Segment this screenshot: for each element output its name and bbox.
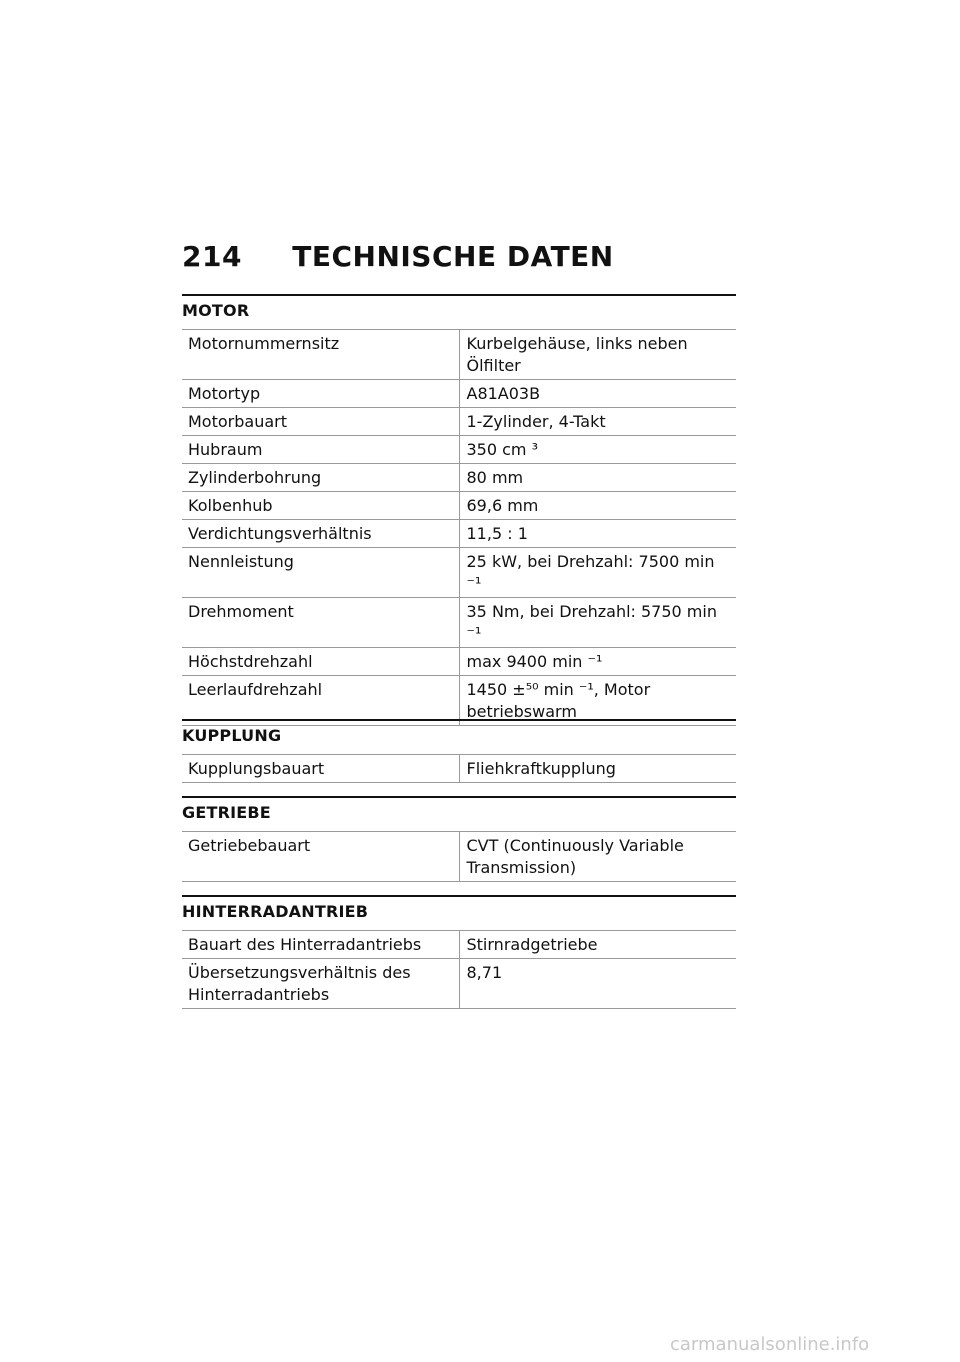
- table-row: [182, 959, 736, 1009]
- spec-value: Kurbelgehäuse, links neben Ölfilter: [459, 330, 736, 380]
- spec-label: Leerlaufdrehzahl: [188, 680, 323, 699]
- spec-label: Übersetzungsverhältnis des Hinterradantriebs: [188, 963, 411, 1004]
- table-row: [182, 598, 736, 648]
- spec-table: [182, 831, 736, 882]
- watermark: carmanualsonline.info: [670, 1334, 870, 1355]
- table-row: [182, 380, 736, 408]
- page-number: 214: [182, 240, 242, 273]
- spec-label: Motorbauart: [188, 412, 287, 431]
- section-kupplung: [182, 719, 736, 783]
- table-row: [182, 436, 736, 464]
- section-rule: [182, 294, 736, 296]
- spec-value: max 9400 min ⁻¹: [459, 648, 736, 676]
- spec-value: 1-Zylinder, 4-Takt: [459, 408, 736, 436]
- spec-label: Drehmoment: [188, 602, 294, 621]
- spec-label: Kolbenhub: [188, 496, 273, 515]
- spec-label: Zylinderbohrung: [188, 468, 322, 487]
- spec-label: Bauart des Hinterradantriebs: [188, 935, 422, 954]
- spec-label: Motortyp: [188, 384, 261, 403]
- section-rule: [182, 719, 736, 721]
- spec-value: 8,71: [459, 959, 736, 1009]
- spec-value: 35 Nm, bei Drehzahl: 5750 min ⁻¹: [459, 598, 736, 648]
- table-row: [182, 548, 736, 598]
- table-row: [182, 648, 736, 676]
- spec-value: CVT (Continuously Variable Transmission): [459, 832, 736, 882]
- table-row: [182, 755, 736, 783]
- section-title: HINTERRADANTRIEB: [182, 902, 369, 921]
- section-rule: [182, 796, 736, 798]
- spec-value: A81A03B: [459, 380, 736, 408]
- spec-table: [182, 930, 736, 1009]
- section-hinterradantrieb: [182, 895, 736, 1009]
- page-title: TECHNISCHE DATEN: [292, 240, 614, 273]
- section-title: GETRIEBE: [182, 803, 271, 822]
- spec-value: 1450 ±⁵⁰ min ⁻¹, Motor betriebswarm: [459, 676, 736, 726]
- spec-label: Hubraum: [188, 440, 263, 459]
- spec-label: Getriebebauart: [188, 836, 311, 855]
- spec-table: [182, 754, 736, 783]
- table-row: [182, 330, 736, 380]
- section-motor: [182, 294, 736, 726]
- spec-label: Verdichtungsverhältnis: [188, 524, 372, 543]
- spec-value: 11,5 : 1: [459, 520, 736, 548]
- table-row: [182, 676, 736, 726]
- section-getriebe: [182, 796, 736, 882]
- spec-value: 69,6 mm: [459, 492, 736, 520]
- spec-label: Nennleistung: [188, 552, 294, 571]
- table-row: [182, 520, 736, 548]
- spec-value: Stirnradgetriebe: [459, 931, 736, 959]
- spec-label: Höchstdrehzahl: [188, 652, 313, 671]
- section-title: MOTOR: [182, 301, 250, 320]
- spec-value: 80 mm: [459, 464, 736, 492]
- table-row: [182, 408, 736, 436]
- table-row: [182, 492, 736, 520]
- spec-table: [182, 329, 736, 726]
- section-rule: [182, 895, 736, 897]
- spec-value: 25 kW, bei Drehzahl: 7500 min ⁻¹: [459, 548, 736, 598]
- spec-value: 350 cm ³: [459, 436, 736, 464]
- table-row: [182, 464, 736, 492]
- spec-label: Kupplungsbauart: [188, 759, 325, 778]
- spec-label: Motornummernsitz: [188, 334, 340, 353]
- section-title: KUPPLUNG: [182, 726, 282, 745]
- table-row: [182, 832, 736, 882]
- page-header: [182, 240, 614, 273]
- spec-value: Fliehkraftkupplung: [459, 755, 736, 783]
- table-row: [182, 931, 736, 959]
